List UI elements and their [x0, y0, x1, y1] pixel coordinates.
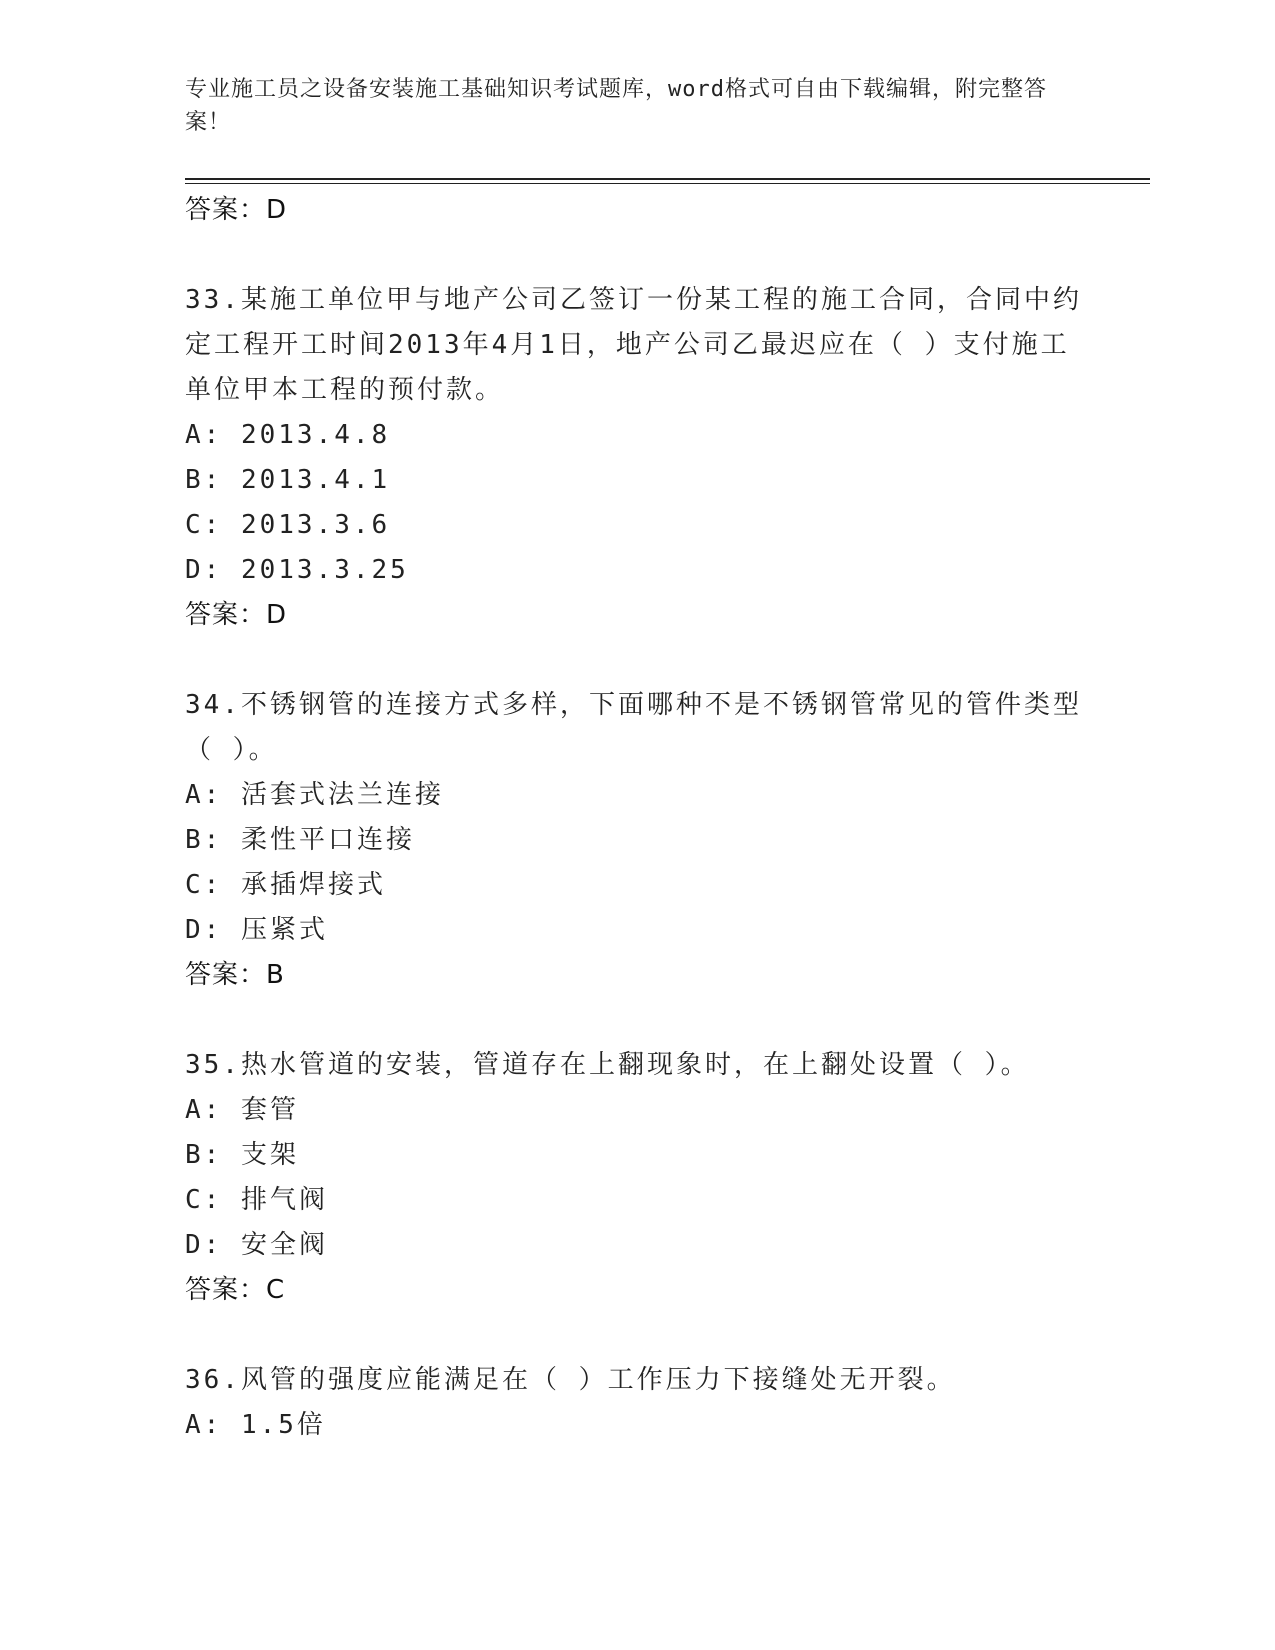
spacer: [185, 998, 1145, 1043]
question-text: 35.热水管道的安装，管道存在上翻现象时，在上翻处设置（ ）。: [185, 1050, 1030, 1080]
option-a: A: 套管: [185, 1095, 299, 1125]
spacer: [185, 638, 1145, 683]
document-body: [185, 188, 1145, 1448]
header-rule-thick: [185, 178, 1150, 180]
answer-line: 答案：B: [185, 960, 285, 990]
option-b: B: 支架: [185, 1140, 299, 1170]
spacer: [185, 1313, 1145, 1358]
option-d: D: 压紧式: [185, 915, 328, 945]
option-c: C: 2013.3.6: [185, 510, 391, 540]
option-b: B: 柔性平口连接: [185, 825, 415, 855]
answer-line: 答案：D: [185, 600, 288, 630]
option-a: A: 2013.4.8: [185, 420, 391, 450]
option-c: C: 承插焊接式: [185, 870, 386, 900]
question-text: 34.不锈钢管的连接方式多样，下面哪种不是不锈钢管常见的管件类型（ ）。: [185, 690, 1082, 765]
option-a: A: 1.5倍: [185, 1410, 326, 1440]
answer-line: 答案：C: [185, 1275, 286, 1305]
spacer: [185, 233, 1145, 278]
option-b: B: 2013.4.1: [185, 465, 391, 495]
option-c: C: 排气阀: [185, 1185, 328, 1215]
answer-line: 答案：D: [185, 195, 288, 225]
option-a: A: 活套式法兰连接: [185, 780, 444, 810]
question-text: 36.风管的强度应能满足在（ ）工作压力下接缝处无开裂。: [185, 1365, 956, 1395]
option-d: D: 2013.3.25: [185, 555, 409, 585]
question-text: 33.某施工单位甲与地产公司乙签订一份某工程的施工合同，合同中约定工程开工时间2013年4月1日，地产公司乙最迟应在（ ）支付施工单位甲本工程的预付款。: [185, 285, 1082, 405]
header-rule-thin: [185, 183, 1150, 184]
page-header: 专业施工员之设备安装施工基础知识考试题库，word格式可自由下载编辑，附完整答案！: [185, 77, 1047, 135]
option-d: D: 安全阀: [185, 1230, 328, 1260]
